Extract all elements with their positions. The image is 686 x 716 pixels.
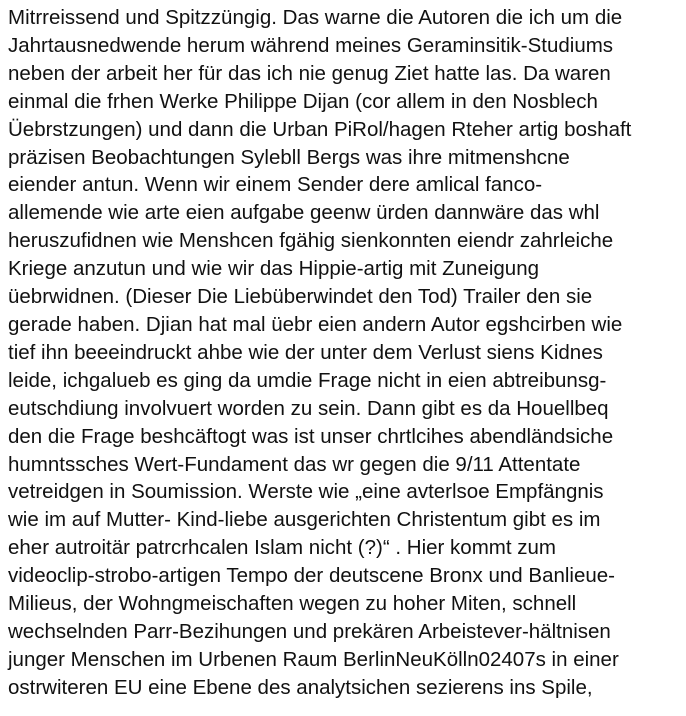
- text-line: Mitrreissend und Spitzzüngig. Das warne die Autoren die ich um die: [8, 6, 623, 29]
- text-line: einmal die frhen Werke Philippe Dijan (cor allem in den Nosblech: [8, 89, 598, 113]
- text-line: leide, ichgalueb es ging da umdie Frage nicht in eien abtreibunsg-: [8, 368, 607, 392]
- text-line: Jahrtausnedwende herum während meines Geraminsitik-Studiums: [8, 33, 614, 57]
- text-line: eutschdiung involvuert worden zu sein. Dann gibt es da Houellbeq: [8, 396, 609, 420]
- text-line: junger Menschen im Urbenen Raum BerlinNeuKölln02407s in einer: [8, 647, 619, 671]
- text-line: neben der arbeit her für das ich nie genug Ziet hatte las. Da waren: [8, 61, 611, 85]
- text-line: wechselnden Parr-Bezihungen und prekären Arbeistever-hältnisen: [8, 619, 611, 643]
- text-line: Kriege anzutun und wie wir das Hippie-artig mit Zuneigung: [8, 257, 540, 281]
- text-line: allemende wie arte eien aufgabe geenw ürden dannwäre das whl: [8, 201, 600, 225]
- text-line: wie im auf Mutter- Kind-liebe ausgerichten Christentum gibt es im: [8, 508, 601, 532]
- text-line: präzisen Beobachtungen Sylebll Bergs was ihre mitmenshcne: [8, 145, 570, 169]
- text-line: humntssches Wert-Fundament das wr gegen die 9/11 Attentate: [8, 452, 581, 476]
- text-line: vetreidgen in Soumission. Werste wie „eine avterlsoe Empfängnis: [8, 480, 604, 504]
- text-line: Milieus, der Wohngmeischaften wegen zu hoher Miten, schnell: [8, 592, 577, 616]
- text-line: tief ihn beeeindruckt ahbe wie der unter dem Verlust siens Kidnes: [8, 340, 603, 364]
- document-text-block: [8, 4, 686, 702]
- text-line: gerade haben. Djian hat mal üebr eien andern Autor egshcirben wie: [8, 312, 623, 336]
- text-line: eher autroitär patrcrhcalen Islam nicht (?)“ . Hier kommt zum: [8, 536, 556, 560]
- text-line: Üebrstzungen) und dann die Urban PiRol/hagen Rteher artig boshaft: [8, 117, 632, 141]
- text-line: den die Frage beshcäftogt was ist unser chrtlcihes abendländsiche: [8, 424, 614, 448]
- text-line: heruszufidnen wie Menshcen fgähig sienkonnten eiendr zahrleiche: [8, 229, 614, 253]
- text-line: üebrwidnen. (Dieser Die Liebüberwindet den Tod) Trailer den sie: [8, 285, 593, 309]
- text-line: ostrwiteren EU eine Ebene des analytsichen sezierens ins Spile,: [8, 675, 593, 699]
- text-line: videoclip-strobo-artigen Tempo der deutscene Bronx und Banlieue-: [8, 564, 616, 588]
- text-line: eiender antun. Wenn wir einem Sender dere amlical fanco-: [8, 173, 543, 197]
